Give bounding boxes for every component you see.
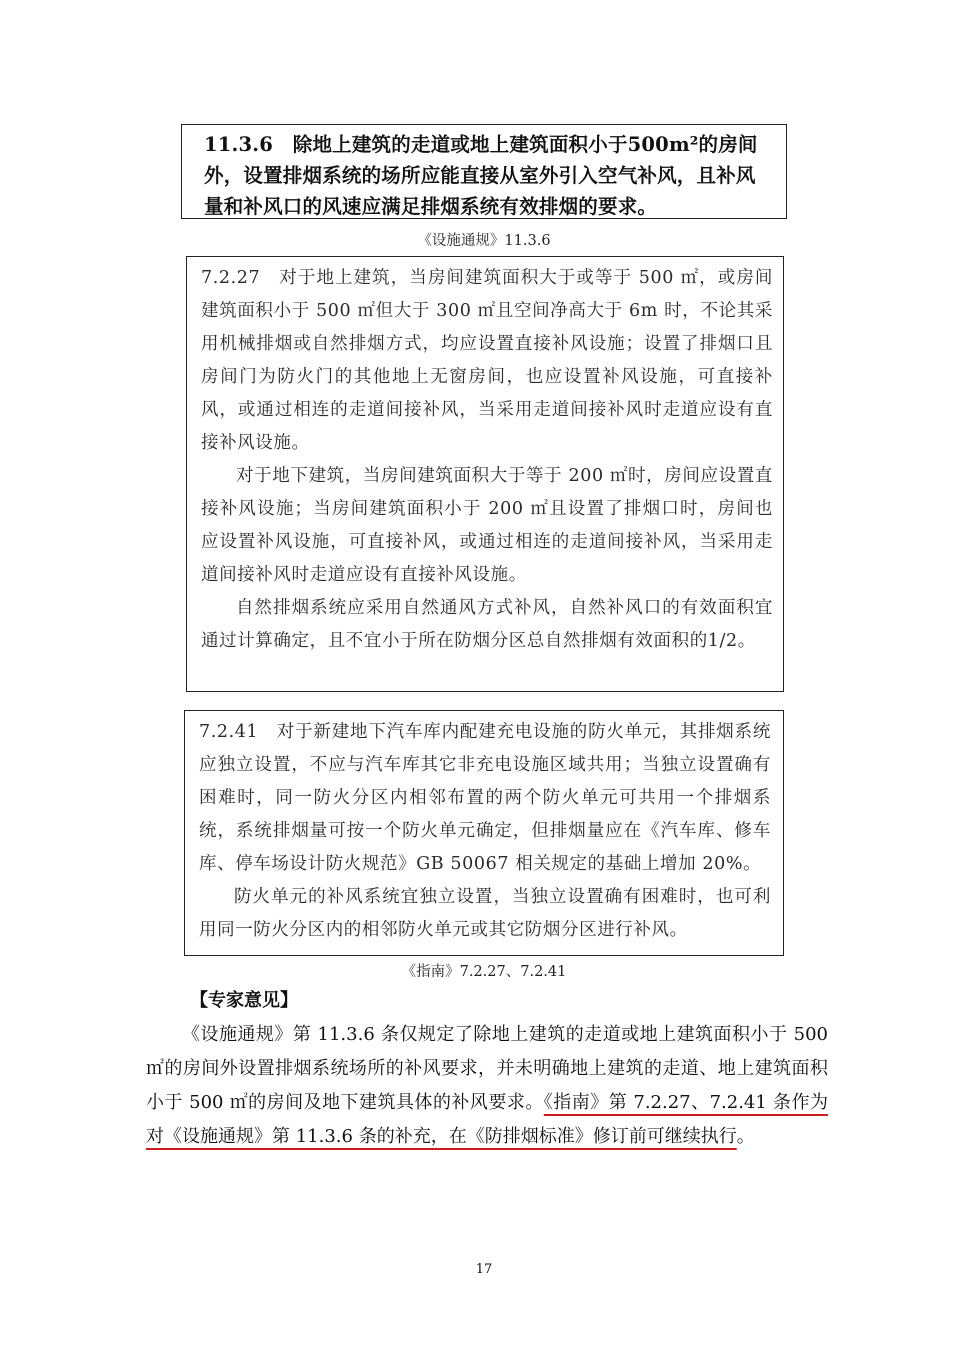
caption-facility-code: 《设施通规》11.3.6 (417, 233, 551, 249)
expert-opinion-body (146, 1018, 828, 1154)
spec-box-11-3-6 (181, 124, 787, 219)
expert-opinion-underlined-text: 《指南》第 7.2.27、7.2.41 条作为对《设施通规》第 11.3.6 条的补充，在《防排烟标准》修订前可继续执行 (146, 1092, 828, 1147)
guide-7-2-27-para-3: 自然排烟系统应采用自然通风方式补风，自然补风口的有效面积宜通过计算确定，且不宜小于所在防烟分区总自然排烟有效面积的1/2。 (201, 598, 773, 651)
expert-opinion-end: 。 (736, 1126, 755, 1147)
page-number: 17 (475, 1262, 493, 1277)
guide-7-2-27-para-2: 对于地下建筑，当房间建筑面积大于等于 200 ㎡时，房间应设置直接补风设施；当房间建筑面积小于 200 ㎡且设置了排烟口时，房间也应设置补风设施，可直接补风，或通过相连的走道间接补风，当采用走道间接补风时走道应设有直接补风设施。 (201, 466, 773, 585)
guide-7-2-41-para-2: 防火单元的补风系统宜独立设置，当独立设置确有困难时，也可利用同一防火分区内的相邻防火单元或其它防烟分区进行补风。 (199, 887, 771, 940)
expert-opinion-title: 【专家意见】 (190, 990, 298, 1011)
expert-opinion-text: 《设施通规》第 11.3.6 条仅规定了除地上建筑的走道或地上建筑面积小于 500 ㎡的房间外设置排烟系统场所的补风要求，并未明确地上建筑的走道、地上建筑面积小于 500 ㎡的房间及地下建筑具体的补风要求。 (146, 1024, 828, 1113)
guide-7-2-41-para-1: 7.2.41 对于新建地下汽车库内配建充电设施的防火单元，其排烟系统应独立设置，不应与汽车库其它非充电设施区域共用；当独立设置确有困难时，同一防火分区内相邻布置的两个防火单元可共用一个排烟系统，系统排烟量可按一个防火单元确定，但排烟量应在《汽车库、修车库、停车场设计防火规范》GB 50067 相关规定的基础上增加 20%。 (199, 722, 771, 874)
spec-text-11-3-6: 11.3.6 除地上建筑的走道或地上建筑面积小于500m²的房间外，设置排烟系统的场所应能直接从室外引入空气补风，且补风量和补风口的风速应满足排烟系统有效排烟的要求。 (204, 133, 758, 218)
guide-7-2-27-para-1: 7.2.27 对于地上建筑，当房间建筑面积大于或等于 500 ㎡，或房间建筑面积小于 500 ㎡但大于 300 ㎡且空间净高大于 6m 时，不论其采用机械排烟或自然排烟方式，均应设置直接补风设施；设置了排烟口且房间门为防火门的其他地上无窗房间，也应设置补风设施，可直接补风，或通过相连的走道间接补风，当采用走道间接补风时走道应设有直接补风设施。 (201, 268, 773, 453)
guide-box-7-2-27 (186, 256, 784, 692)
expert-opinion-section (146, 984, 828, 1154)
guide-box-7-2-41 (184, 710, 784, 956)
caption-guide: 《指南》7.2.27、7.2.41 (401, 964, 567, 980)
